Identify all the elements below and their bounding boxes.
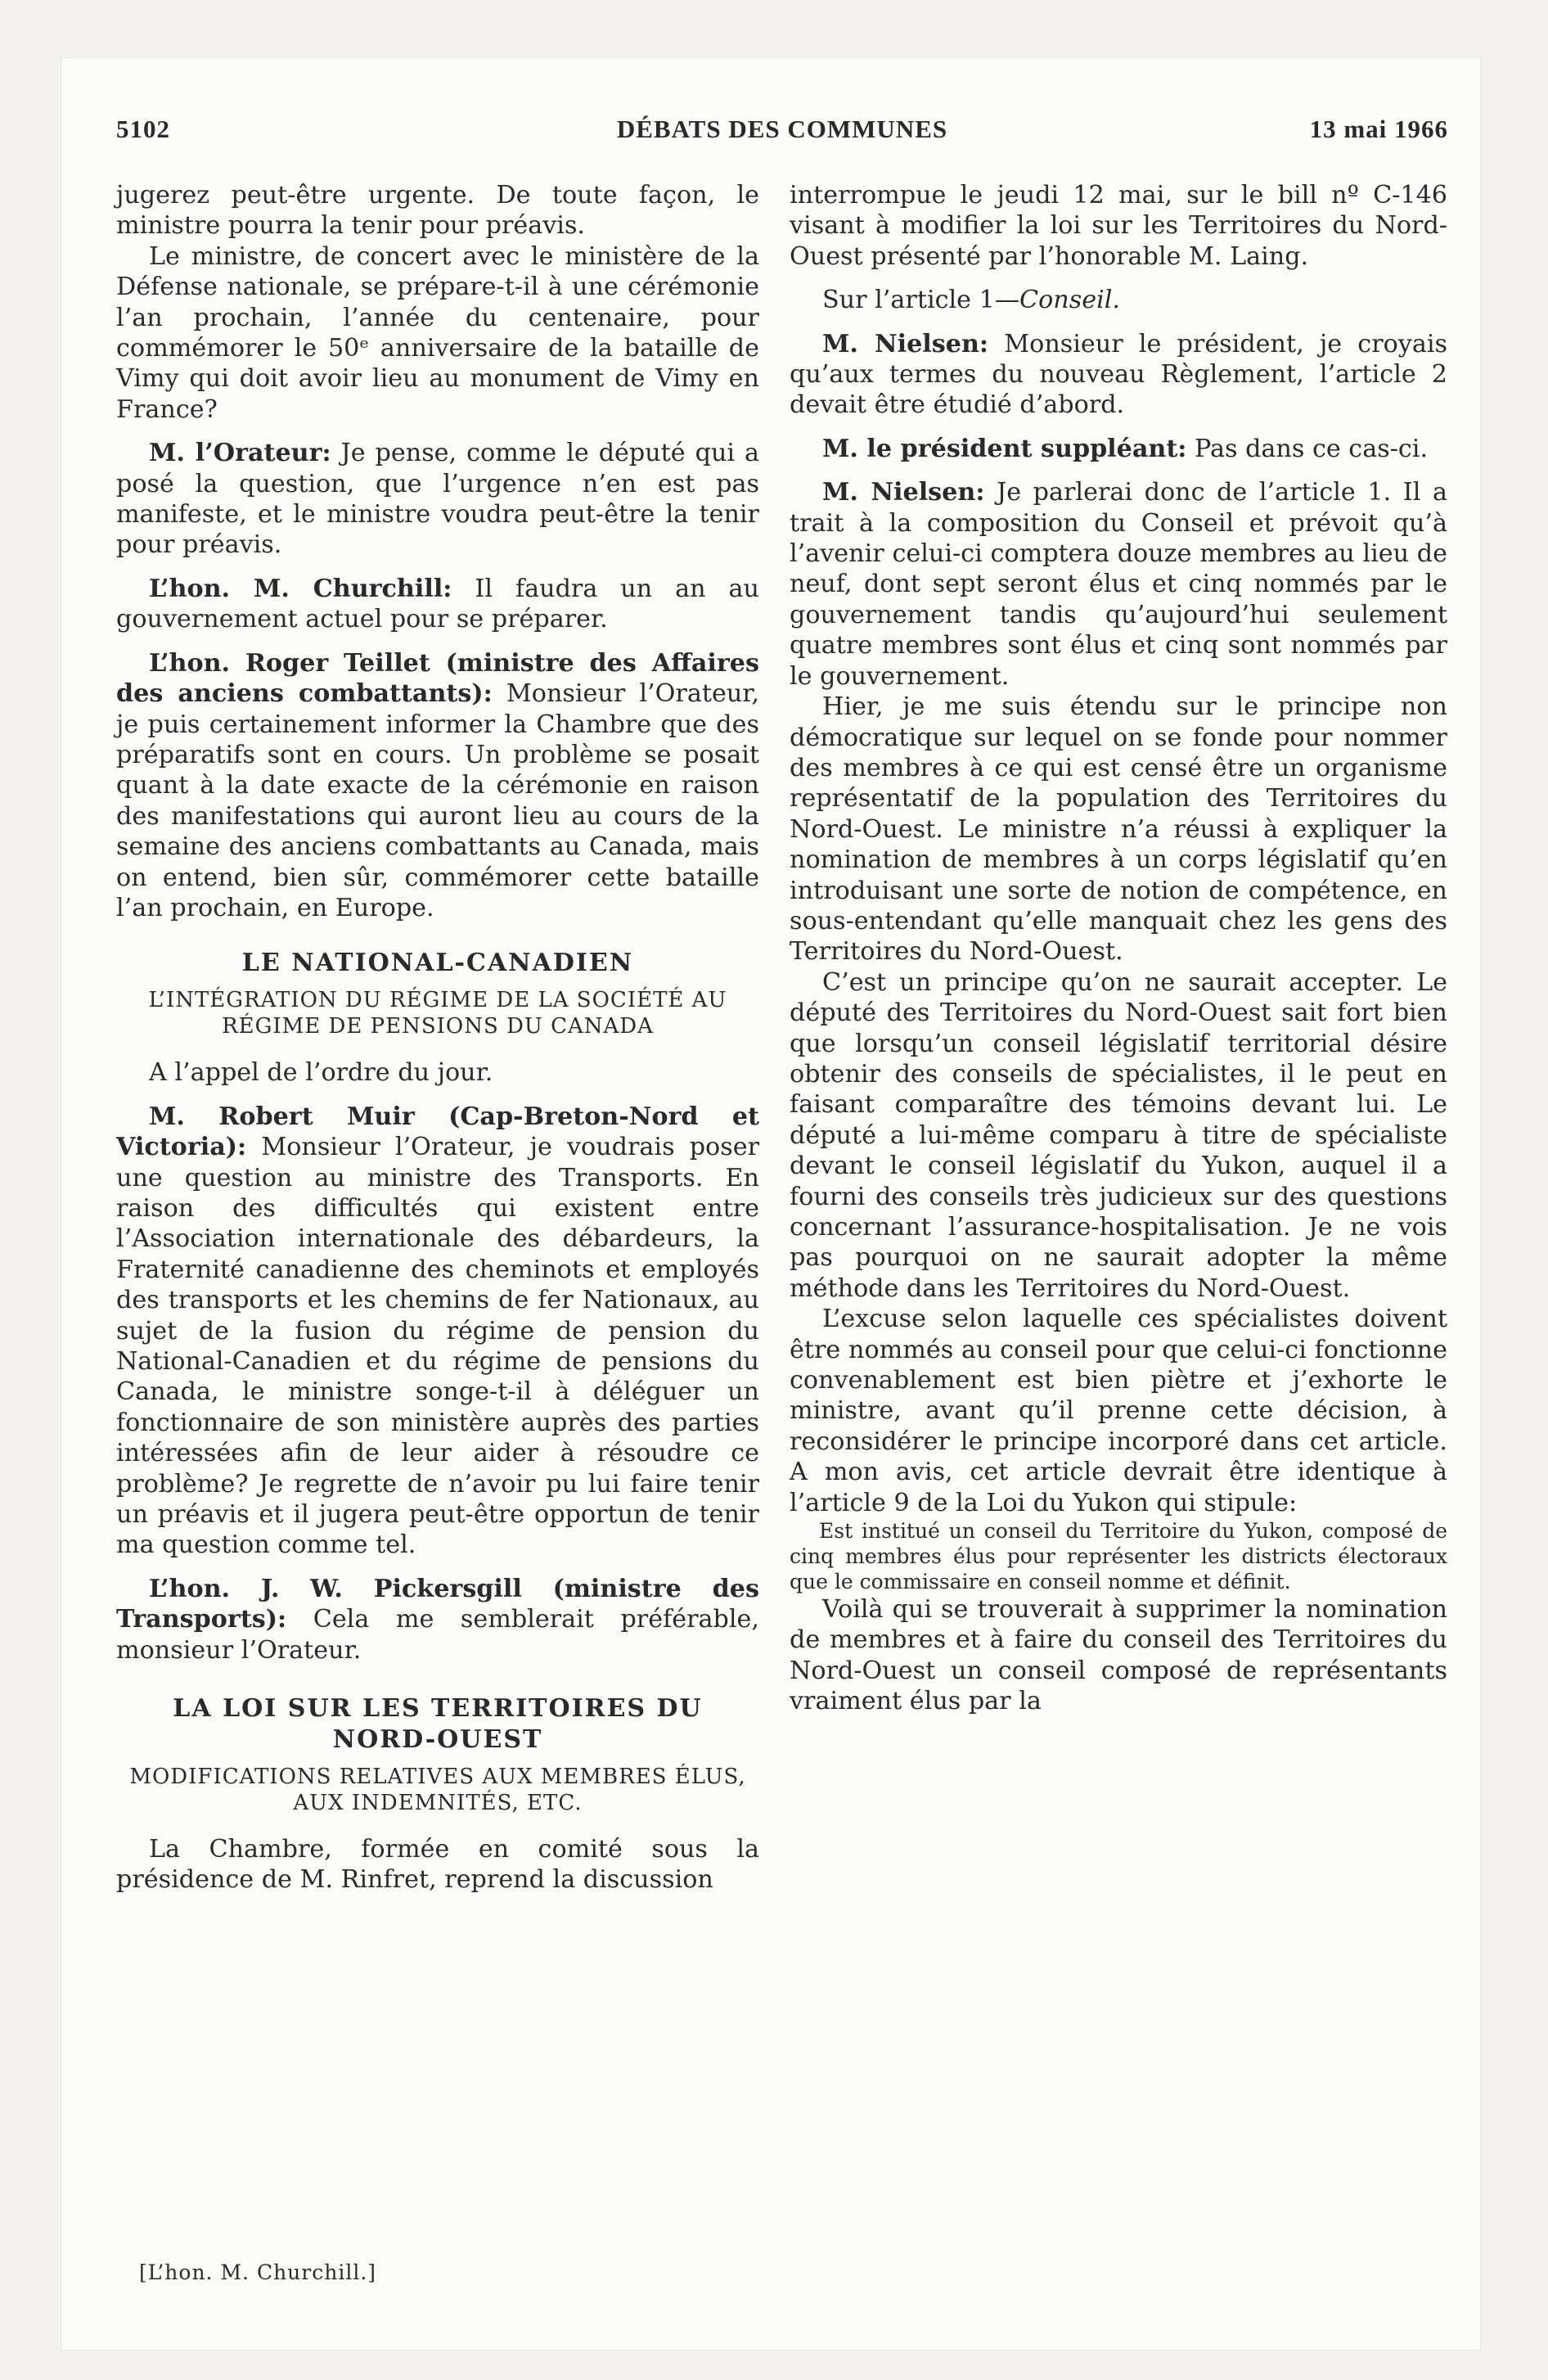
page-number: 5102 <box>116 115 170 143</box>
article-reference <box>790 285 1447 315</box>
speaker-name: M. Nielsen: <box>822 478 985 507</box>
speech-text: Monsieur l’Orateur, je puis certainement informer la Chambre que des préparatifs sont en cours. Un problème se posait quant à la date exacte de la cérémonie en raison des manifestations qui auront lieu au cours de la semaine des anciens combattants au Canada, mais on entend, bien sûr, commémorer cette bataille l’an prochain, en Europe. <box>116 679 759 922</box>
section-heading: LA LOI SUR LES TERRITOIRES DU NORD-OUEST <box>173 1694 703 1755</box>
section-heading: LE NATIONAL-CANADIEN <box>241 949 634 978</box>
speech-text: Monsieur l’Orateur, je voudrais poser une question au ministre des Transports. En raison des difficultés qui existent entre l’Association internationale des débardeurs, la Fraternité canadienne des cheminots et employés des transports et les chemins de fer Nationaux, au sujet de la fusion du régime de pension du National-Canadien et du régime de pensions du Canada, le ministre songe-t-il à déléguer un fonctionnaire de son ministère auprès des parties intéressées afin de leur aider à résoudre ce problème? Je regrette de n’avoir pu lui faire tenir un préavis et il jugera peut-être opportun de tenir ma question comme tel. <box>116 1133 759 1560</box>
speech-text: Cela me semblerait préférable, monsieur l’Orateur. <box>116 1605 759 1665</box>
page-header <box>116 115 1448 151</box>
speaker-name: L’hon. M. Churchill: <box>149 574 452 603</box>
speech-churchill <box>116 574 759 635</box>
article-prefix: Sur l’article 1— <box>822 286 1020 315</box>
speech-orateur <box>116 438 759 561</box>
speech-muir <box>116 1102 759 1561</box>
speaker-name: L’hon. J. W. Pickersgill (ministre des Transports): <box>116 1574 759 1634</box>
article-title: Conseil. <box>1019 286 1121 315</box>
speaker-name: M. l’Orateur: <box>149 439 331 468</box>
speaker-name: M. Nielsen: <box>822 329 989 358</box>
paragraph: jugerez peut-être urgente. De toute façon, le ministre pourra la tenir pour préavis. <box>116 181 759 241</box>
paragraph: C’est un principe qu’on ne saurait accepter. Le député des Territoires du Nord-Ouest sait fort bien que lorsqu’un conseil législatif territorial désire obtenir des conseils de spécialistes, il le peut en faisant comparaître des témoins devant lui. Le député a lui-même comparu à titre de spécialiste devant le conseil législatif du Yukon, auquel il a fourni des conseils très judicieux sur des questions concernant l’assurance-hospitalisation. Je ne vois pas pourquoi on ne saurait adopter la même méthode dans les Territoires du Nord-Ouest. <box>790 967 1447 1303</box>
paragraph: La Chambre, formée en comité sous la présidence de M. Rinfret, reprend la discussion <box>116 1835 759 1895</box>
section-subheading: MODIFICATIONS RELATIVES AUX MEMBRES ÉLUS, AUX INDEMNITÉS, ETC. <box>129 1765 746 1816</box>
section-subheading: L’INTÉGRATION DU RÉGIME DE LA SOCIÉTÉ AU RÉGIME DE PENSIONS DU CANADA <box>148 988 727 1039</box>
running-footer: [L’hon. M. Churchill.] <box>139 2261 377 2284</box>
paragraph: Voilà qui se trouverait à supprimer la nomination de membres et à faire du conseil des Territoires du Nord-Ouest un conseil composé de représentants vraiment élus par la <box>790 1595 1447 1716</box>
speech-teillet <box>116 648 759 924</box>
paragraph: interrompue le jeudi 12 mai, sur le bill nº C-146 visant à modifier la loi sur les Territoires du Nord-Ouest présenté par l’honorable M. Laing. <box>790 181 1447 271</box>
speaker-name: L’hon. Roger Teillet (ministre des Affaires des anciens combattants): <box>116 648 759 709</box>
paragraph: Hier, je me suis étendu sur le principe non démocratique sur lequel on se fonde pour nommer des membres à ce qui est censé être un organisme représentatif de la population des Territoires du Nord-Ouest. Le ministre n’a réussi à expliquer la nomination de membres à un corps législatif qu’en introduisant une sorte de notion de compétence, en sous-entendant qu’elle manquait chez les gens des Territoires du Nord-Ouest. <box>790 692 1447 967</box>
speaker-name: M. Robert Muir (Cap-Breton-Nord et Victoria): <box>116 1102 759 1162</box>
speech-text: Il faudra un an au gouvernement actuel pour se préparer. <box>116 574 759 634</box>
left-column <box>116 180 759 1895</box>
speech-text: Pas dans ce cas-ci. <box>1186 434 1429 463</box>
paragraph: A l’appel de l’ordre du jour. <box>149 1058 493 1088</box>
speech-president <box>790 434 1447 464</box>
speech-pickersgill <box>116 1574 759 1666</box>
publication-title: DÉBATS DES COMMUNES <box>616 115 948 143</box>
speech-text: Je pense, comme le député qui a posé la question, que l’urgence n’en est pas manifeste, et le ministre voudra peut-être la tenir pour préavis. <box>116 439 759 560</box>
speaker-name: M. le président suppléant: <box>822 434 1187 463</box>
paragraph: L’excuse selon laquelle ces spécialistes doivent être nommés au conseil pour que celui-ci fonctionne convenablement est bien piètre et j’exhorte le ministre, avant qu’il prenne cette décision, à reconsidérer le principe incorporé dans cet article. A mon avis, cet article devrait être identique à l’article 9 de la Loi du Yukon qui stipule: <box>790 1305 1447 1517</box>
page-date: 13 mai 1966 <box>1309 115 1448 143</box>
right-column <box>790 180 1447 1717</box>
speech-nielsen <box>790 329 1447 421</box>
speech-text: Monsieur le président, je croyais qu’aux termes du nouveau Règlement, l’article 2 devait être étudié d’abord. <box>790 329 1447 420</box>
quotation: Est institué un conseil du Territoire du Yukon, composé de cinq membres élus pour représenter les districts électoraux que le commissaire en conseil nomme et définit. <box>790 1519 1447 1594</box>
paragraph: Le ministre, de concert avec le ministère de la Défense nationale, se prépare-t-il à une cérémonie l’an prochain, l’année du centenaire, pour commémorer le 50ᵉ anniversaire de la bataille de Vimy qui doit avoir lieu au monument de Vimy en France? <box>116 241 759 424</box>
speech-nielsen <box>790 477 1447 692</box>
speech-text: Je parlerai donc de l’article 1. Il a trait à la composition du Conseil et prévoit qu’à l’avenir celui-ci comptera douze membres au lieu de neuf, dont sept seront élus et cinq nommés par le gouvernement tandis qu’aujourd’hui seulement quatre membres sont élus et cinq sont nommés par le gouvernement. <box>790 478 1447 691</box>
